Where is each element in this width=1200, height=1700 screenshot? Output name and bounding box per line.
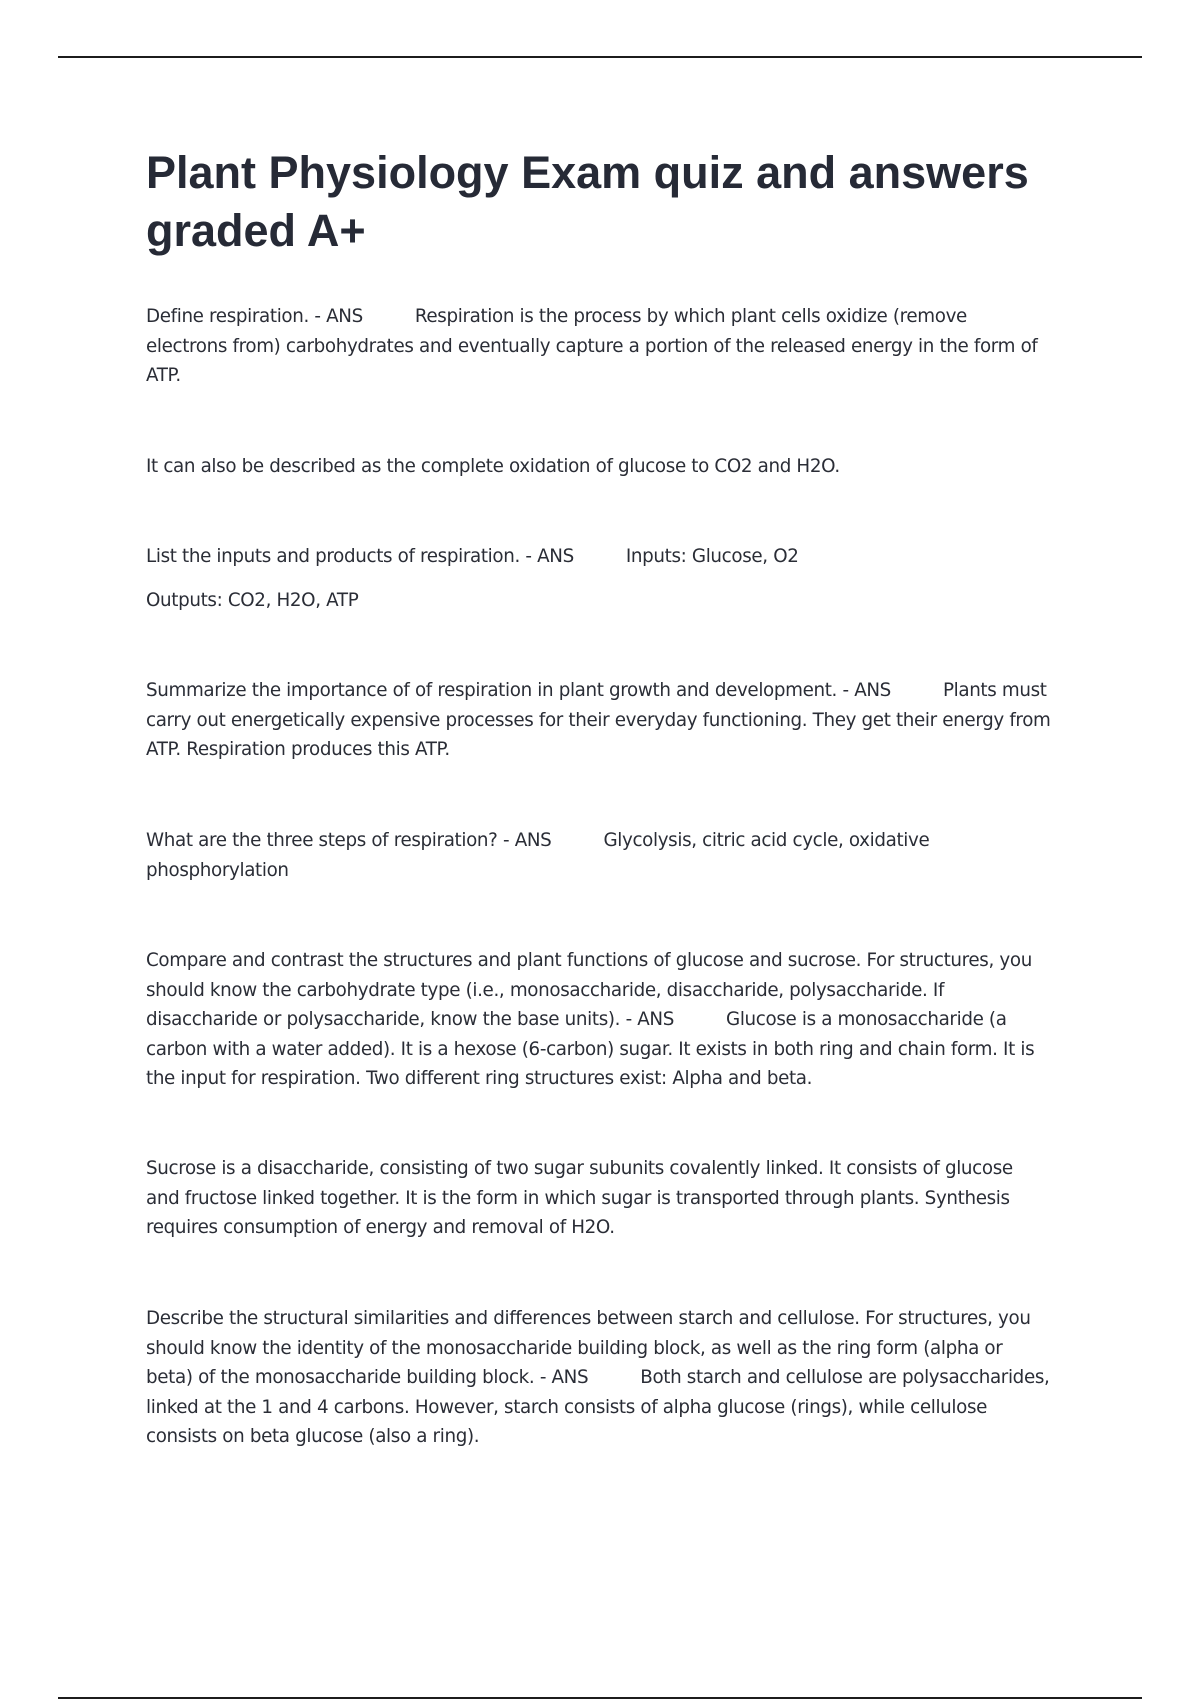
question-text: Define respiration. - ANS	[146, 306, 363, 327]
bottom-divider	[58, 1697, 1142, 1699]
qa-starch-cellulose	[146, 1304, 1051, 1452]
body-text: Sucrose is a disaccharide, consisting of two sugar subunits covalently linked. It consists of glucose and fructose linked together. It is the form in which sugar is transported through plants. Synthesis requires consumption of energy and removal of H2O.	[146, 1158, 1013, 1238]
answer-text: Glucose is a monosaccharide (a carbon with a water added). It is a hexose (6-carbon) sugar. It exists in both ring and chain form. It is the input for respiration. Two different ring structures exist: Alpha and beta.	[146, 1009, 1035, 1089]
body-text: It can also be described as the complete oxidation of glucose to CO2 and H2O.	[146, 456, 840, 477]
paragraph-outputs	[146, 586, 1051, 616]
top-divider	[58, 56, 1142, 58]
question-text: What are the three steps of respiration? - ANS	[146, 830, 552, 851]
qa-define-respiration	[146, 302, 1051, 391]
question-text: Summarize the importance of of respiration in plant growth and development. - ANS	[146, 680, 891, 701]
paragraph-sucrose	[146, 1154, 1051, 1243]
answer-text: Both starch and cellulose are polysaccharides, linked at the 1 and 4 carbons. However, starch consists of alpha glucose (rings), while cellulose consists on beta glucose (also a ring).	[146, 1367, 1050, 1447]
question-text: List the inputs and products of respiration. - ANS	[146, 546, 574, 567]
qa-importance-respiration	[146, 676, 1051, 765]
question-text: Describe the structural similarities and differences between starch and cellulose. For structures, you should know the identity of the monosaccharide building block, as well as the ring form (alpha or beta) of the monosaccharide building block. - ANS	[146, 1308, 1031, 1388]
answer-text: Plants must carry out energetically expensive processes for their everyday functioning. They get their energy from ATP. Respiration produces this ATP.	[146, 680, 1051, 760]
paragraph-oxidation	[146, 452, 1051, 482]
answer-text: Respiration is the process by which plant cells oxidize (remove electrons from) carbohydrates and eventually capture a portion of the released energy in the form of ATP.	[146, 306, 1038, 386]
qa-three-steps	[146, 826, 1051, 885]
question-text: Compare and contrast the structures and plant functions of glucose and sucrose. For structures, you should know the carbohydrate type (i.e., monosaccharide, disaccharide, polysaccharide. If disaccharide or polysaccharide, know the base units). - ANS	[146, 950, 1032, 1030]
qa-glucose-sucrose	[146, 946, 1051, 1094]
answer-text: Glycolysis, citric acid cycle, oxidative phosphorylation	[146, 830, 930, 881]
answer-text: Inputs: Glucose, O2	[625, 546, 799, 567]
document-title: Plant Physiology Exam quiz and answers graded A+	[146, 147, 1029, 256]
body-text: Outputs: CO2, H2O, ATP	[146, 590, 359, 611]
qa-inputs-products	[146, 542, 1051, 572]
